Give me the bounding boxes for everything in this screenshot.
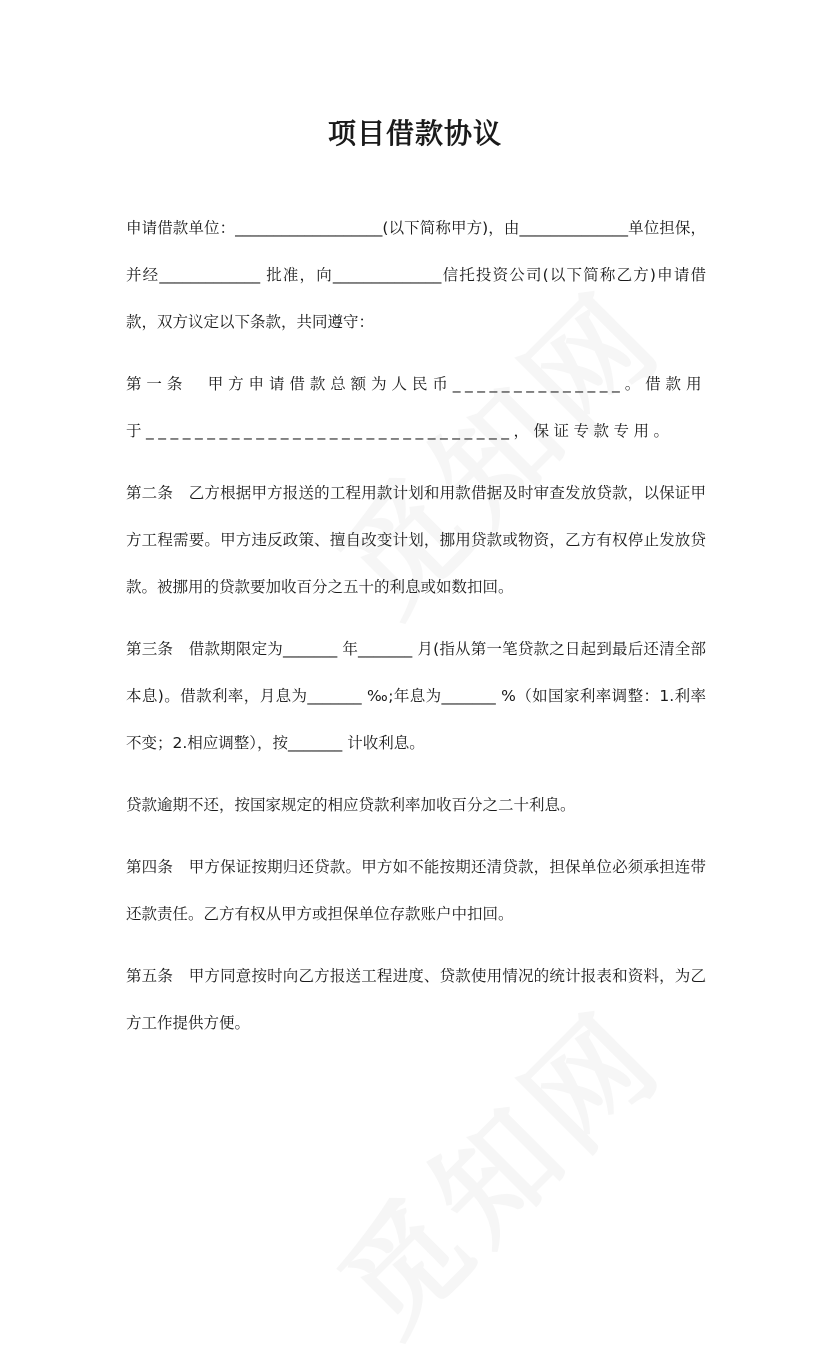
paragraph-article-2: 第二条 乙方根据甲方报送的工程用款计划和用款借据及时审查发放贷款，以保证甲方工程需要。甲方违反政策、擅自改变计划，挪用贷款或物资，乙方有权停止发放贷款。被挪用的贷款要加收百分之五十的利息或如数扣回。 [126, 484, 706, 596]
paragraph-article-1: 第一条 甲方申请借款总额为人民币______________。借款用于______________________________，保证专款专用。 [126, 375, 706, 440]
paragraph-intro: 申请借款单位：___________________(以下简称甲方)，由______________单位担保，并经_____________ 批准，向______________信托投资公司(以下简称乙方)申请借款，双方议定以下条款，共同遵守： [126, 219, 706, 331]
paragraph-article-4: 第四条 甲方保证按期归还贷款。甲方如不能按期还清贷款，担保单位必须承担连带还款责任。乙方有权从甲方或担保单位存款账户中扣回。 [126, 858, 706, 923]
paragraph-overdue: 贷款逾期不还，按国家规定的相应贷款利率加收百分之二十利息。 [126, 796, 576, 814]
paragraph-article-3: 第三条 借款期限定为_______ 年_______ 月(指从第一笔贷款之日起到最后还清全部本息)。借款利率，月息为_______ ‰;年息为_______ %（如国家利率调整：1.利率不变；2.相应调整），按_______ 计收利息。 [126, 640, 706, 752]
document-body [126, 205, 706, 1062]
paragraph-article-5: 第五条 甲方同意按时向乙方报送工程进度、贷款使用情况的统计报表和资料，为乙方工作提供方便。 [126, 967, 706, 1032]
document-title: 项目借款协议 [327, 117, 502, 150]
